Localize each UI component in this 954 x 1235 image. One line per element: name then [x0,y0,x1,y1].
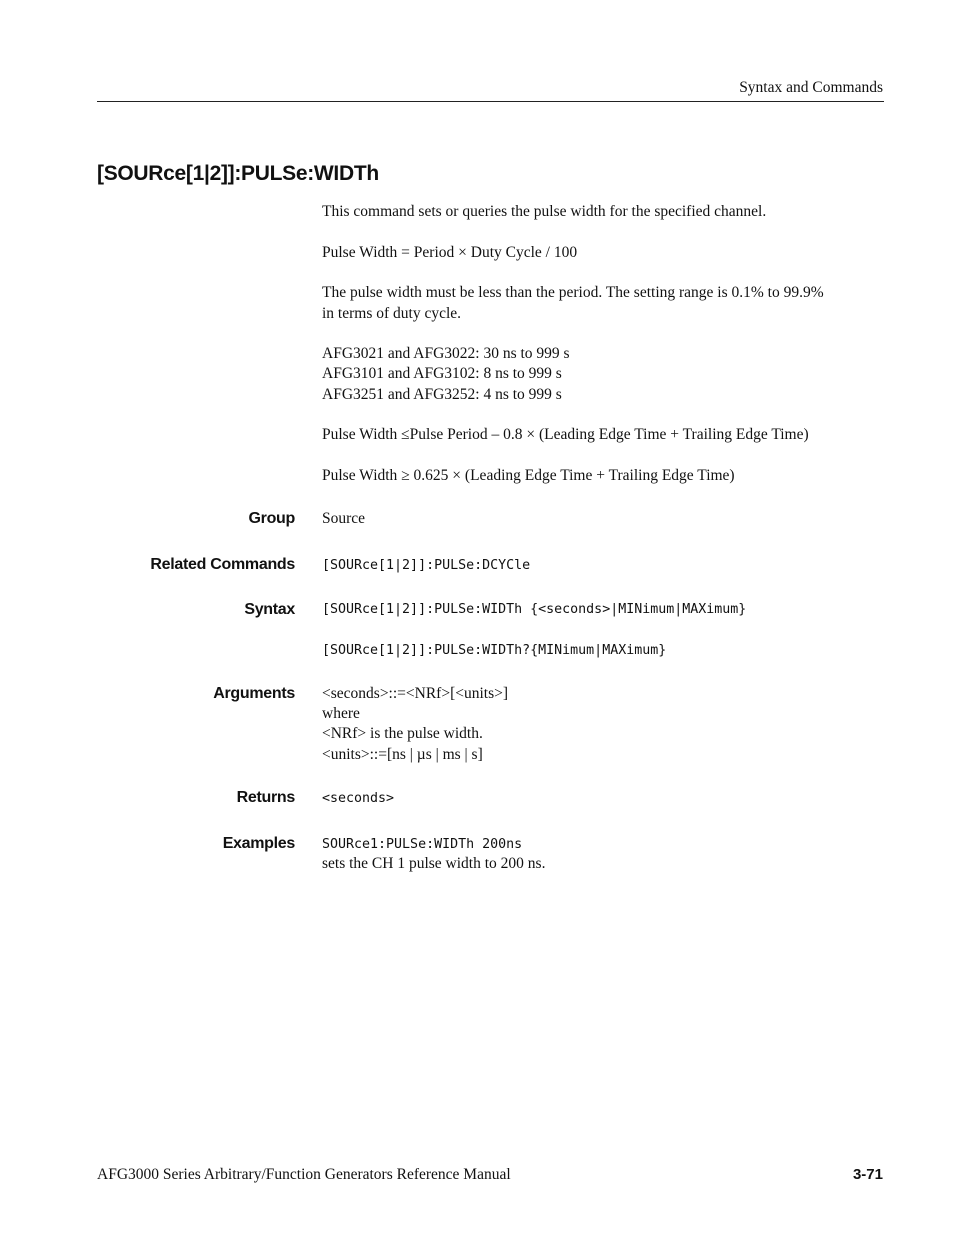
group-value: Source [322,510,366,527]
range-text-line1: The pulse width must be less than the period. The setting range is 0.1% to 99.9% [322,284,824,301]
group-label: Group [248,510,295,527]
example-command: SOURce1:PULSe:WIDTh 200ns [322,837,523,852]
returns-label: Returns [236,789,295,806]
header-divider [97,101,884,102]
model-range-afg3021: AFG3021 and AFG3022: 30 ns to 999 s [322,345,570,362]
returns-value: <seconds> [322,791,395,806]
arguments-label: Arguments [213,685,295,702]
model-range-afg3251: AFG3251 and AFG3252: 4 ns to 999 s [322,386,562,403]
constraint-max: Pulse Width ≤Pulse Period – 0.8 × (Leading Edge Time + Trailing Edge Time) [322,426,809,443]
example-description: sets the CH 1 pulse width to 200 ns. [322,855,546,872]
argument-nrf-definition: <NRf> is the pulse width. [322,725,483,742]
footer-manual-title: AFG3000 Series Arbitrary/Function Generators Reference Manual [97,1166,511,1183]
pulse-width-formula: Pulse Width = Period × Duty Cycle / 100 [322,244,578,261]
command-title: [SOURce[1|2]]:PULSe:WIDTh [97,162,379,185]
constraint-min: Pulse Width ≥ 0.625 × (Leading Edge Time + Trailing Edge Time) [322,467,735,484]
syntax-query-command: [SOURce[1|2]]:PULSe:WIDTh?{MINimum|MAXimum} [322,643,667,658]
range-text-line2: in terms of duty cycle. [322,305,462,322]
header-section-title: Syntax and Commands [739,79,883,96]
model-range-afg3101: AFG3101 and AFG3102: 8 ns to 999 s [322,365,562,382]
description-text: This command sets or queries the pulse width for the specified channel. [322,203,767,220]
argument-seconds-definition: <seconds>::=<NRf>[<units>] [322,685,509,702]
argument-units-definition: <units>::=[ns | µs | ms | s] [322,746,483,763]
argument-where: where [322,705,360,722]
related-command-dcycle: [SOURce[1|2]]:PULSe:DCYCle [322,558,531,573]
related-commands-label: Related Commands [150,556,295,573]
syntax-set-command: [SOURce[1|2]]:PULSe:WIDTh {<seconds>|MINimum|MAXimum} [322,602,747,617]
syntax-label: Syntax [244,601,295,618]
page-number: 3-71 [852,1166,883,1183]
examples-label: Examples [222,835,295,852]
